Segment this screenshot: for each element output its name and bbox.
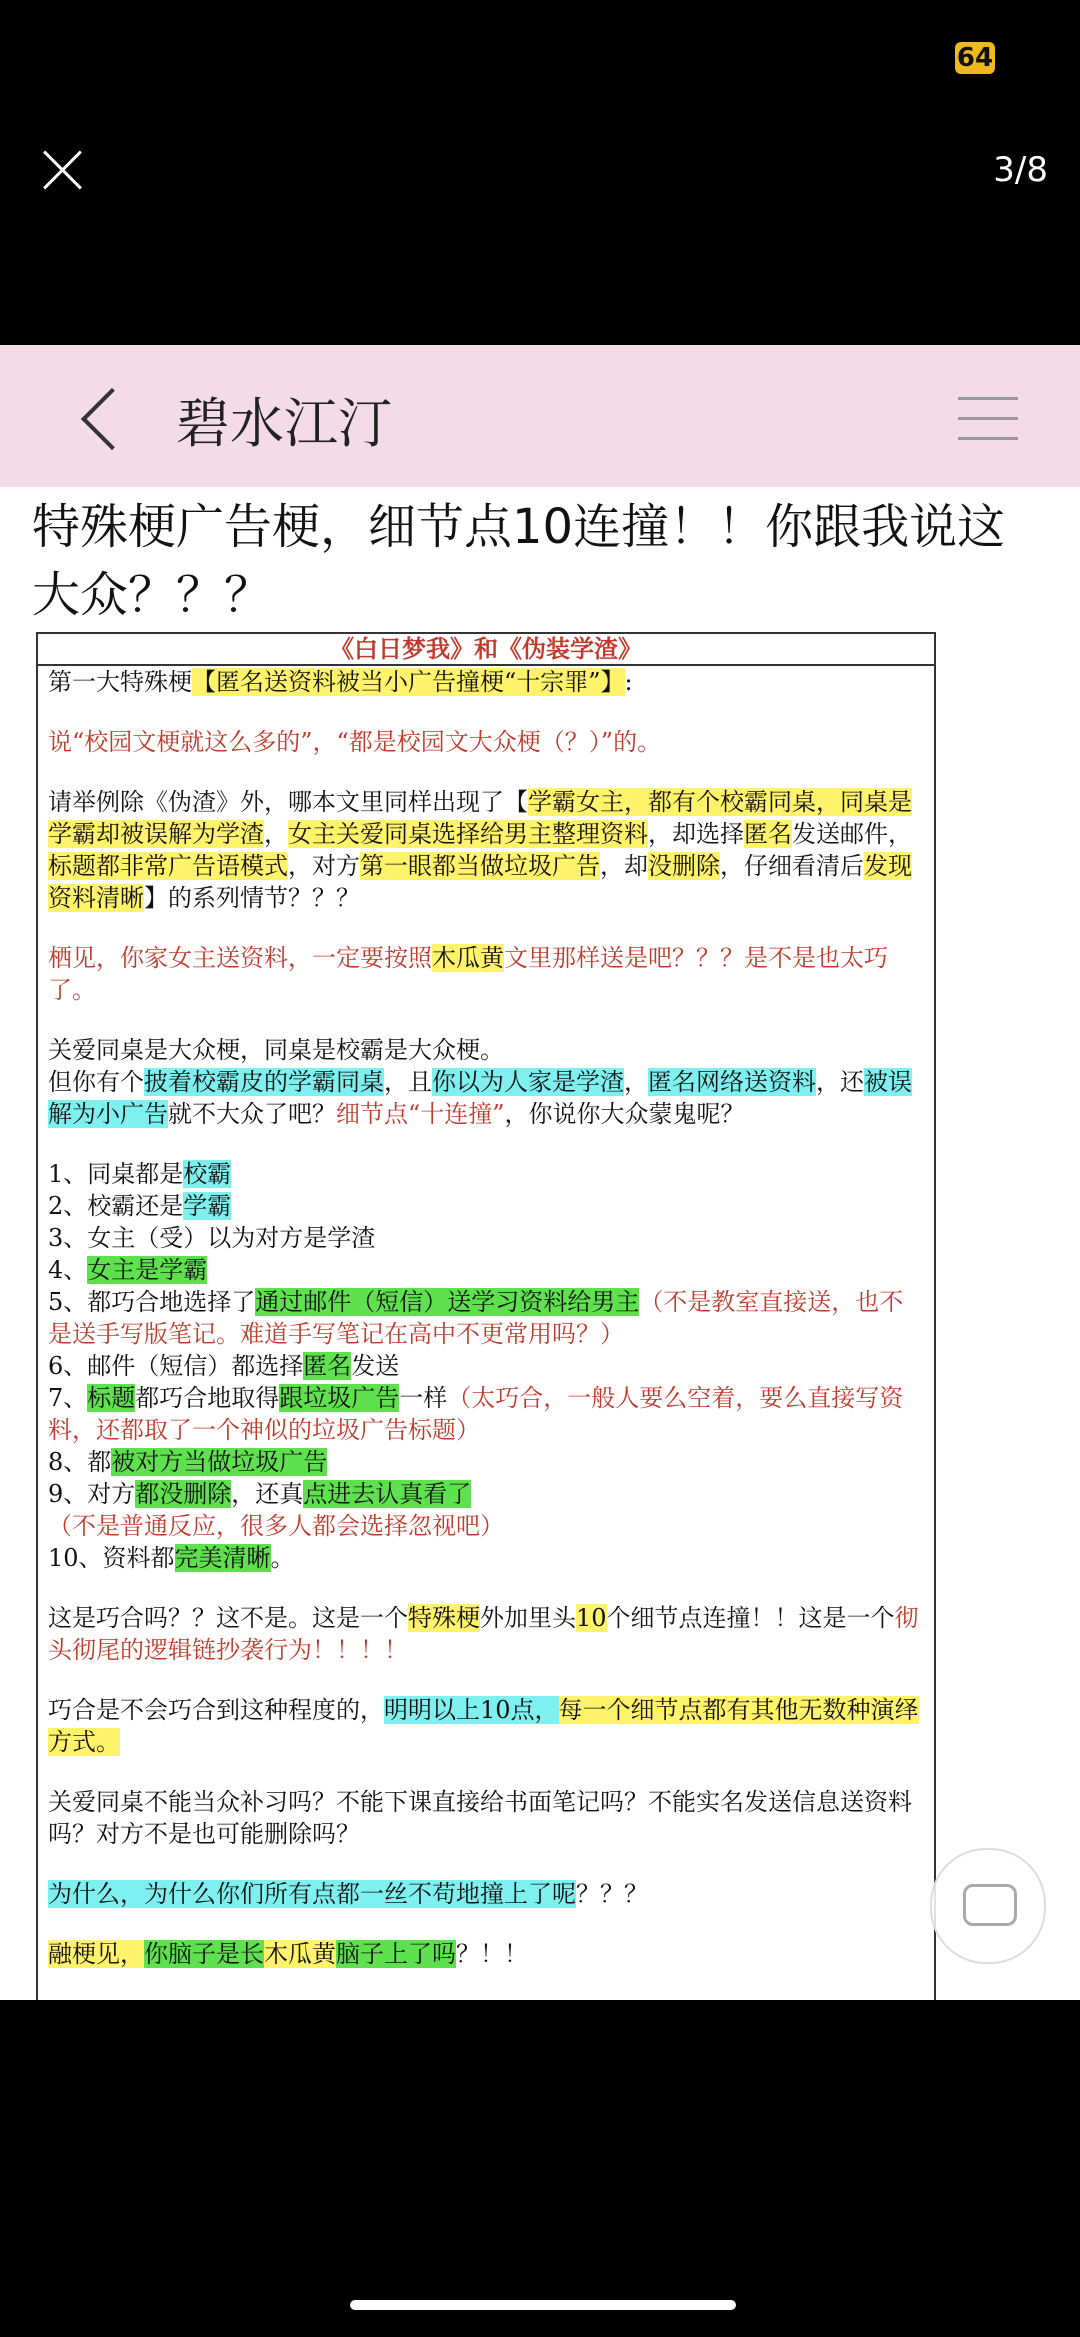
- home-indicator[interactable]: [350, 2300, 736, 2310]
- text-segment: 融梗见，: [48, 1940, 144, 1968]
- text-segment: ，还真: [231, 1480, 304, 1508]
- text-segment: 完美清晰: [174, 1544, 271, 1572]
- text-segment: （太巧合，一般人要么空着，要么直接写资料，还都取了一个神似的垃圾广告标题）: [48, 1384, 904, 1444]
- text-segment: 你脑子是长: [144, 1940, 264, 1968]
- paragraph-gap: [48, 1574, 926, 1602]
- menu-icon[interactable]: [958, 395, 1018, 443]
- document-paragraph: [48, 1190, 926, 1222]
- text-segment: 为什么，为什么你们所有点都一丝不苟地撞上了呢: [48, 1880, 576, 1908]
- screenshot-image: [0, 345, 1080, 2000]
- document-paragraph: [48, 1602, 926, 1666]
- text-segment: 被对方当做垃圾广告: [111, 1448, 328, 1476]
- text-segment: ，: [624, 1068, 648, 1096]
- text-segment: 9、对方: [48, 1480, 136, 1508]
- text-segment: 2、校霸还是: [48, 1192, 184, 1220]
- text-segment: 被误解为小广告: [48, 1068, 912, 1128]
- text-segment: 。: [270, 1544, 295, 1572]
- text-segment: 细节点“十连撞”: [336, 1100, 505, 1128]
- battery-indicator: 64: [956, 43, 994, 73]
- text-segment: 个细节点连撞！！这是一个: [606, 1604, 895, 1632]
- document-image: [36, 632, 936, 2000]
- document-paragraph: [48, 1254, 926, 1286]
- document-paragraph: [48, 786, 926, 914]
- document-paragraph: [48, 1158, 926, 1190]
- document-body: [38, 666, 934, 1970]
- text-segment: 学霸女主，都有个校霸同桌，同桌是学霸却被误解为学渣: [48, 788, 912, 848]
- text-segment: 关爱同桌是大众梗，同桌是校霸是大众梗。: [48, 1036, 504, 1064]
- text-segment: 一样: [399, 1384, 448, 1412]
- text-segment: 特殊梗: [408, 1604, 480, 1632]
- image-counter: 3/8: [993, 150, 1048, 190]
- text-segment: ，对方: [288, 852, 360, 880]
- text-segment: 披着校霸皮的学霸同桌: [144, 1068, 384, 1096]
- document-paragraph: [48, 942, 926, 1006]
- document-paragraph: [48, 1694, 926, 1758]
- text-segment: 但你有个: [48, 1068, 144, 1096]
- text-segment: ，却: [600, 852, 648, 880]
- document-paragraph: [48, 1034, 926, 1066]
- text-segment: 标题: [87, 1384, 136, 1412]
- text-segment: （不是教室直接送，也不是送手写版笔记。难道手写笔记在高中不更常用吗？）: [48, 1288, 904, 1348]
- text-segment: 女主是学霸: [87, 1256, 208, 1284]
- text-segment: 匿名: [744, 820, 792, 848]
- text-segment: 3、女主（受）以为对方是学渣: [48, 1224, 376, 1252]
- text-segment: 第一大特殊梗: [48, 668, 192, 696]
- document-paragraph: [48, 1938, 926, 1970]
- app-title: 碧水江汀: [176, 392, 392, 455]
- text-segment: 10: [576, 1604, 607, 1632]
- post-title: 特殊梗广告梗，细节点10连撞！！你跟我说这大众？？？: [32, 499, 1006, 623]
- text-segment: 【匿名送资料被当小广告撞梗“十宗罪”】: [192, 668, 625, 696]
- text-segment: 10、资料都: [48, 1544, 175, 1572]
- text-segment: ，还: [816, 1068, 864, 1096]
- text-segment: 6、邮件（短信）都选择: [48, 1352, 304, 1380]
- document-paragraph: [48, 1878, 926, 1910]
- paragraph-gap: [48, 1850, 926, 1878]
- text-segment: 文里那样送是吧？？？是不是也太巧了。: [48, 944, 888, 1004]
- text-segment: 校霸: [183, 1160, 232, 1188]
- text-segment: 7、: [48, 1384, 88, 1412]
- text-segment: 脑子上了吗: [336, 1940, 456, 1968]
- text-segment: 发送: [351, 1352, 400, 1380]
- document-paragraph: [48, 1222, 926, 1254]
- text-segment: 都没删除: [135, 1480, 232, 1508]
- paragraph-gap: [48, 1006, 926, 1034]
- text-segment: 没删除: [648, 852, 720, 880]
- paragraph-gap: [48, 1758, 926, 1786]
- text-segment: 都巧合地取得: [135, 1384, 280, 1412]
- app-header: [0, 345, 1080, 487]
- text-segment: 明明以上10点，: [384, 1696, 559, 1724]
- text-segment: 跟垃圾广告: [279, 1384, 400, 1412]
- text-segment: 彻头彻尾的逻辑链抄袭行为！！！！: [48, 1604, 919, 1664]
- text-segment: 这是巧合吗？？这不是。这是一个: [48, 1604, 408, 1632]
- document-paragraph: [48, 666, 926, 698]
- text-segment: 通过邮件（短信）送学习资料给男主: [255, 1288, 640, 1316]
- text-segment: 发现资料清晰: [48, 852, 912, 912]
- document-paragraph: [48, 1350, 926, 1382]
- paragraph-gap: [48, 914, 926, 942]
- back-arrow-icon[interactable]: [72, 383, 132, 453]
- text-segment: 学霸: [183, 1192, 232, 1220]
- text-segment: 关爱同桌不能当众补习吗？不能下课直接给书面笔记吗？不能实名发送信息送资料吗？对方不是也可能删除吗？: [48, 1788, 912, 1848]
- text-segment: ？！！: [456, 1940, 528, 1968]
- text-segment: 1、同桌都是: [48, 1160, 184, 1188]
- text-segment: 女主关爱同桌选择给男主整理资料: [288, 820, 648, 848]
- text-segment: 木瓜黄: [264, 1940, 336, 1968]
- text-segment: （不是普通反应，很多人都会选择忽视吧）: [48, 1512, 504, 1540]
- text-segment: 匿名网络送资料: [648, 1068, 816, 1096]
- paragraph-gap: [48, 1666, 926, 1694]
- text-segment: ，却选择: [648, 820, 744, 848]
- chat-button[interactable]: [930, 1848, 1046, 1964]
- paragraph-gap: [48, 758, 926, 786]
- document-paragraph: [48, 1446, 926, 1478]
- text-segment: :: [624, 668, 633, 696]
- text-segment: 】的系列情节？？？: [144, 884, 360, 912]
- viewer-top-bar: [0, 0, 1080, 345]
- text-segment: ，你说你大众蒙鬼呢？: [504, 1100, 745, 1128]
- text-segment: 4、: [48, 1256, 88, 1284]
- text-segment: 栖见，你家女主送资料，一定要按照: [48, 944, 432, 972]
- text-segment: 标题都非常广告语模式: [48, 852, 288, 880]
- text-segment: 说“校园文梗就这么多的”，“都是校园文大众梗（？）”的。: [48, 728, 662, 756]
- document-paragraph: [48, 726, 926, 758]
- text-segment: ，且: [384, 1068, 432, 1096]
- text-segment: 你以为人家是学渣: [432, 1068, 624, 1096]
- text-segment: 第一眼都当做垃圾广告: [360, 852, 600, 880]
- text-segment: 巧合是不会巧合到这种程度的，: [48, 1696, 384, 1724]
- text-segment: 点进去认真看了: [303, 1480, 472, 1508]
- text-segment: ？？？: [576, 1880, 648, 1908]
- text-segment: ，: [264, 820, 288, 848]
- text-segment: ，仔细看清后: [720, 852, 864, 880]
- text-segment: 8、都: [48, 1448, 112, 1476]
- text-segment: 5、都巧合地选择了: [48, 1288, 256, 1316]
- document-paragraph: [48, 1382, 926, 1446]
- document-paragraph: [48, 1286, 926, 1350]
- close-icon[interactable]: [42, 150, 82, 190]
- text-segment: 木瓜黄: [432, 944, 504, 972]
- text-segment: 就不大众了吧？: [168, 1100, 336, 1128]
- text-segment: 发送邮件，: [792, 820, 912, 848]
- document-title: 《白日梦我》和《伪装学渣》: [38, 634, 934, 666]
- text-segment: 请举例除《伪渣》外，哪本文里同样出现了【: [48, 788, 528, 816]
- text-segment: 匿名: [303, 1352, 352, 1380]
- paragraph-gap: [48, 1910, 926, 1938]
- document-paragraph: [48, 1542, 926, 1574]
- text-segment: 每一个细节点都有其他无数种演绎方式。: [48, 1696, 919, 1756]
- document-paragraph: [48, 1066, 926, 1130]
- chat-bubble-icon: [963, 1884, 1017, 1926]
- paragraph-gap: [48, 1130, 926, 1158]
- document-paragraph: [48, 1786, 926, 1850]
- document-paragraph: [48, 1478, 926, 1542]
- text-segment: 外加里头: [480, 1604, 576, 1632]
- paragraph-gap: [48, 698, 926, 726]
